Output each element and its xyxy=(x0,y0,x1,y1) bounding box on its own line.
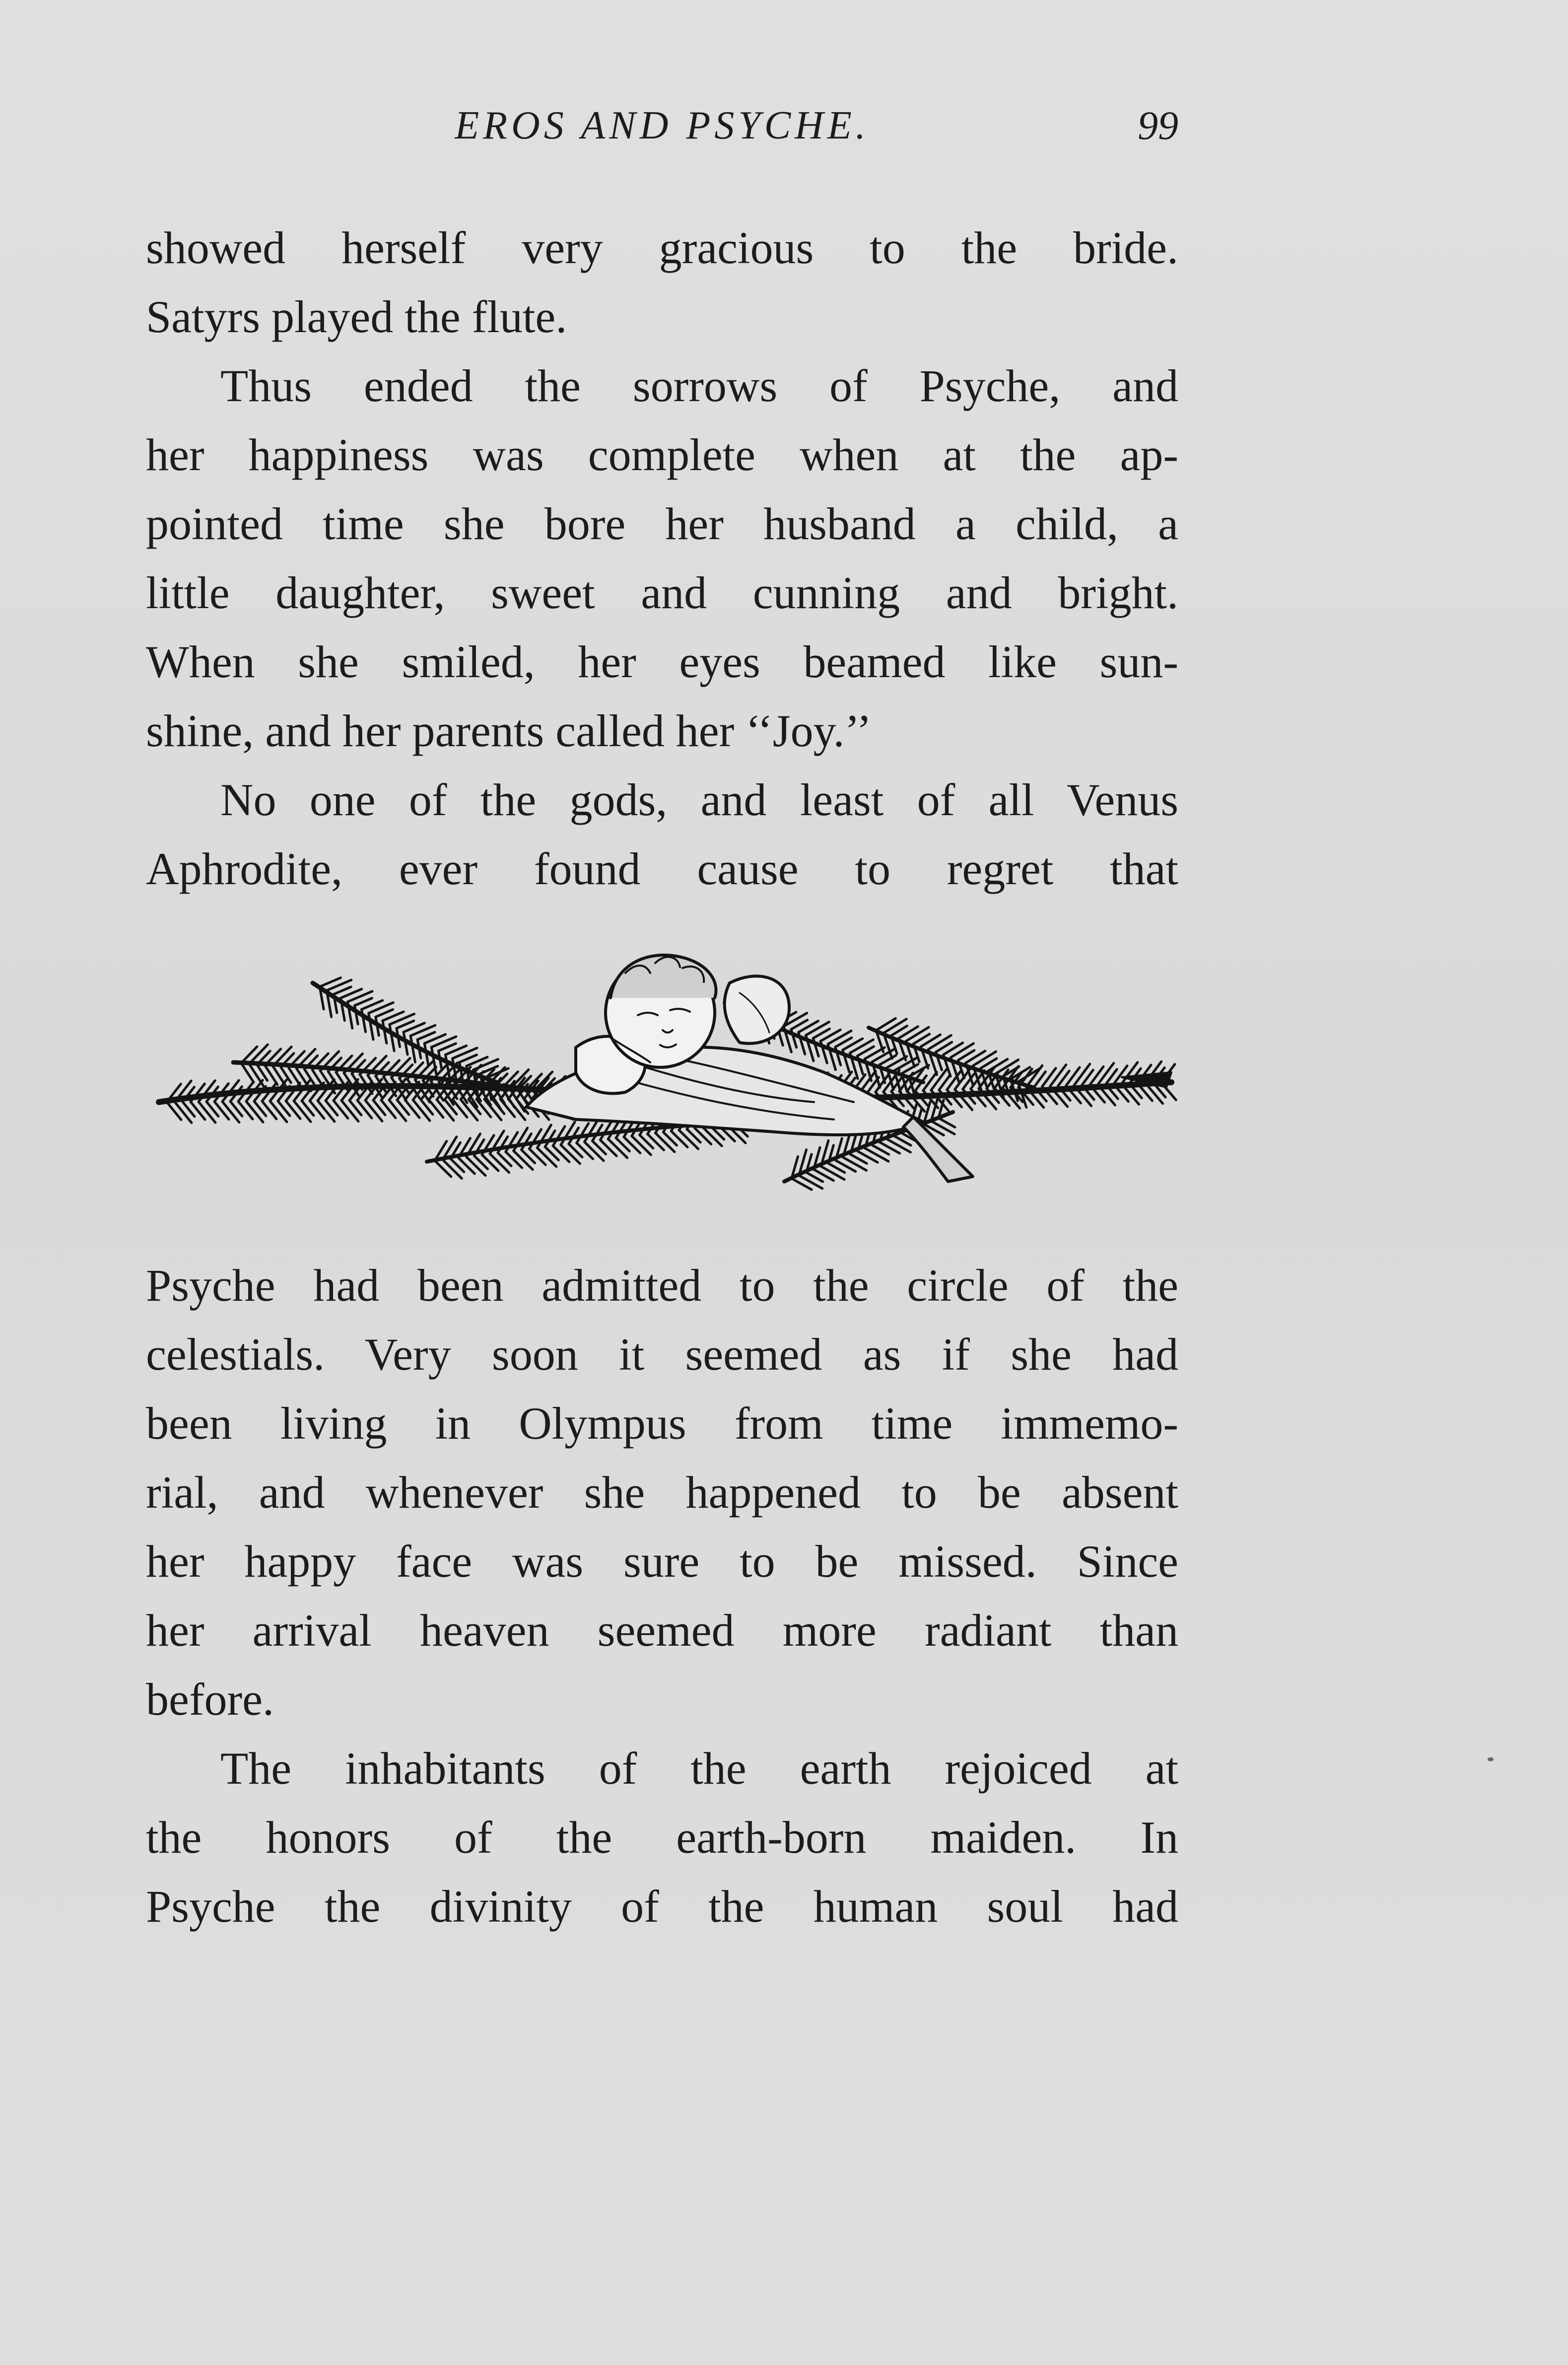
text-line: showed herself very gracious to the bride. xyxy=(146,222,1178,273)
text-line: been living in Olympus from time immemo- xyxy=(146,1398,1178,1449)
text-line: shine, and her parents called her ‘‘Joy.’’ xyxy=(146,705,872,756)
page-number: 99 xyxy=(1138,103,1178,148)
text-line: Psyche the divinity of the human soul had xyxy=(146,1881,1178,1932)
text-line: her arrival heaven seemed more radiant than xyxy=(146,1605,1178,1656)
text-line: celestials. Very soon it seemed as if she had xyxy=(146,1329,1178,1380)
text-line: the honors of the earth-born maiden. In xyxy=(146,1812,1178,1863)
text-line: No one of the gods, and least of all Venus xyxy=(220,774,1178,825)
text-line: her happy face was sure to be missed. Since xyxy=(146,1536,1178,1587)
paper-speck xyxy=(1488,1757,1494,1761)
cherub-on-branches-icon xyxy=(149,923,1181,1221)
text-block-before-illustration xyxy=(146,213,1178,904)
text-line: When she smiled, her eyes beamed like sun- xyxy=(146,636,1178,687)
text-block-after-illustration xyxy=(146,1251,1178,1941)
text-line: Satyrs played the flute. xyxy=(146,291,567,342)
text-line: Psyche had been admitted to the circle of the xyxy=(146,1260,1178,1311)
text-line: The inhabitants of the earth rejoiced at xyxy=(220,1743,1178,1794)
text-line: little daughter, sweet and cunning and bright. xyxy=(146,567,1178,618)
running-title: EROS AND PSYCHE. xyxy=(455,104,870,147)
text-line: before. xyxy=(146,1674,274,1725)
text-line: Thus ended the sorrows of Psyche, and xyxy=(220,360,1178,411)
running-head xyxy=(146,98,1178,153)
text-line: her happiness was complete when at the ap- xyxy=(146,429,1178,480)
text-line: pointed time she bore her husband a child, a xyxy=(146,498,1178,549)
text-line: rial, and whenever she happened to be absent xyxy=(146,1467,1178,1518)
text-line: Aphrodite, ever found cause to regret that xyxy=(146,843,1178,894)
